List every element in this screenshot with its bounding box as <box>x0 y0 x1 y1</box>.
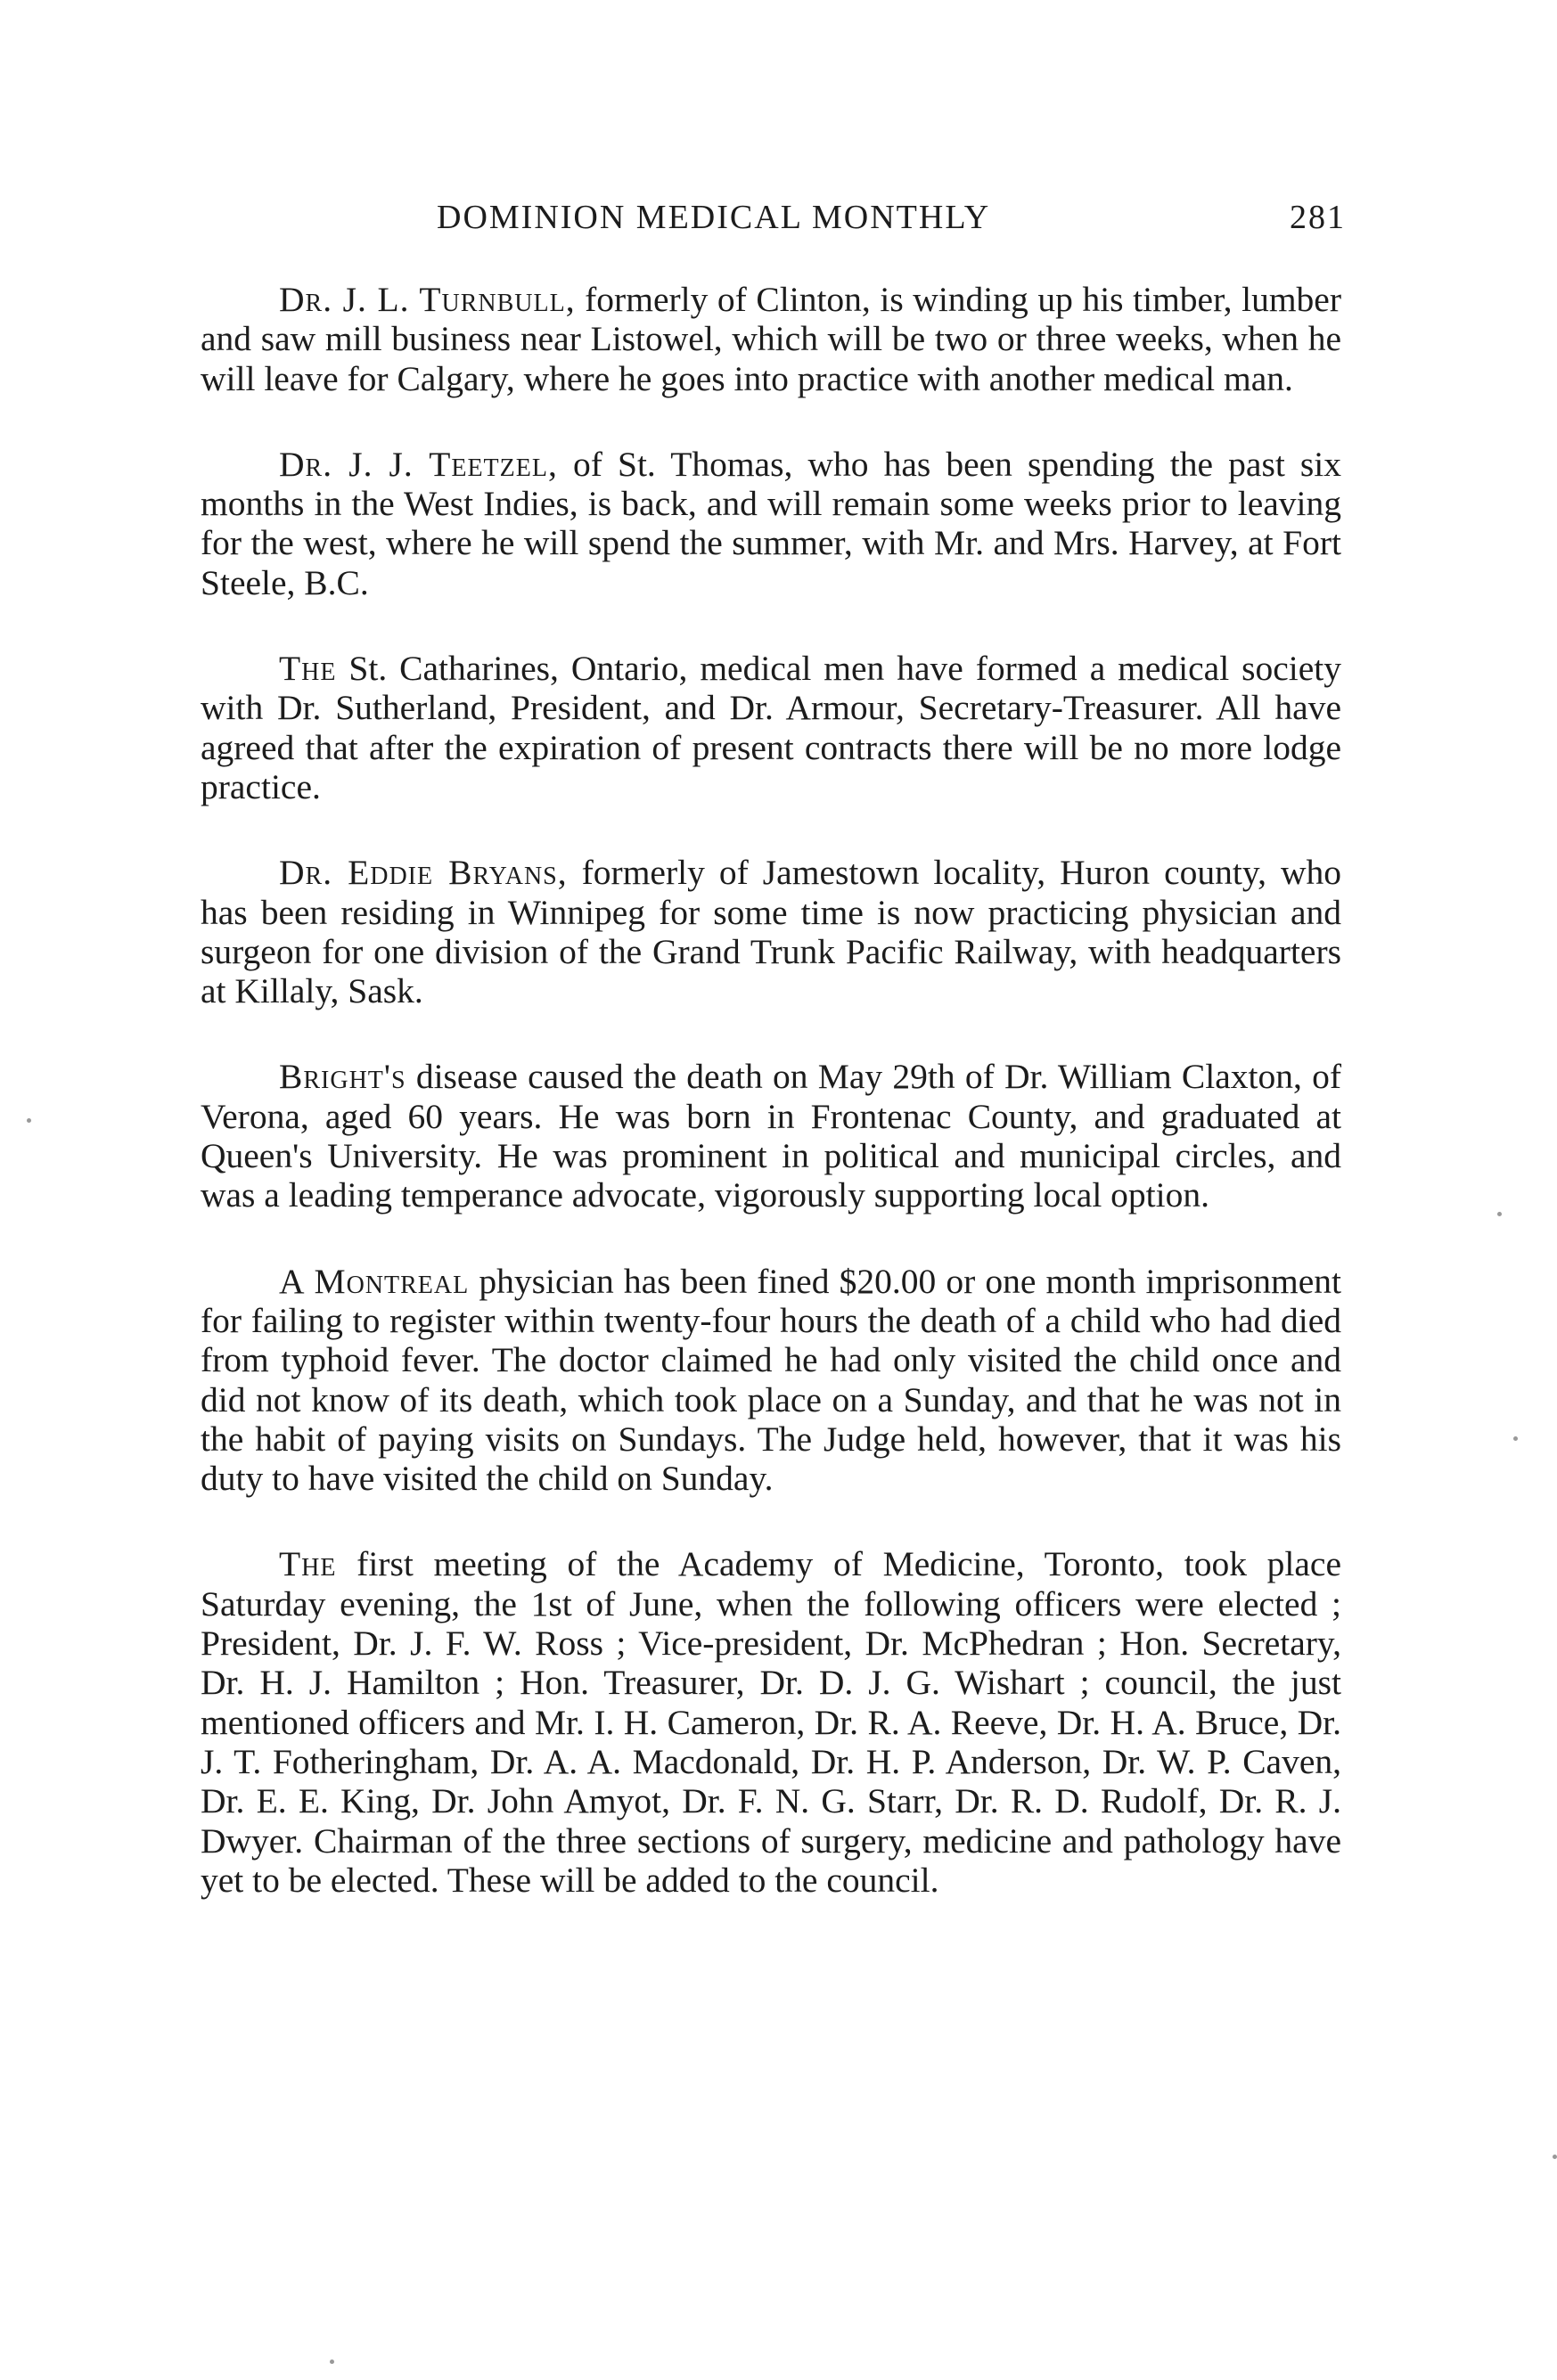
journal-title: DOMINION MEDICAL MONTHLY <box>437 199 991 236</box>
item-lead: Dr. J. J. Teetzel, <box>279 444 558 484</box>
news-item-bryans <box>201 853 1341 1010</box>
item-text: disease caused the death on May 29th of Dr. William Claxton, of Verona, aged 60 years. He was born in Frontenac County, and graduated at Queen's University. He was prominent in political and municipal circles, and was a leading temperance advocate, vigorously supporting local option. <box>201 1057 1341 1215</box>
item-lead: The <box>279 649 337 689</box>
item-text: formerly of Jamestown locality, Huron county, who has been residing in Winnipeg for some time is now practicing physician and surgeon for one division of the Grand Trunk Pacific Railway, with headquarters at Killaly, Sask. <box>201 853 1342 1011</box>
item-lead: Bright's <box>279 1057 406 1097</box>
news-item-montreal <box>201 1262 1341 1499</box>
item-text: first meeting of the Academy of Medicine, Toronto, took place Saturday evening, the 1st of June, when the following officers were elected ; President, Dr. J. F. W. Ross ; Vice-president, Dr. McPhedran ; Hon. Secretary, Dr. H. J. Hamilton ; Hon. Treasurer, Dr. D. J. G. Wishart ; council, the just mentioned officers and Mr. I. H. Cameron, Dr. R. A. Reeve, Dr. H. A. Bruce, Dr. J. T. Fotheringham, Dr. A. A. Macdonald, Dr. H. P. Anderson, Dr. W. P. Caven, Dr. E. E. King, Dr. John Amyot, Dr. F. N. G. Starr, Dr. R. D. Rudolf, Dr. R. J. Dwyer. Chairman of the three sections of surgery, medicine and pathology have yet to be elected. These will be added to the council. <box>201 1544 1341 1900</box>
item-lead: The <box>279 1544 337 1584</box>
running-header <box>437 198 1346 242</box>
item-text: of St. Thomas, who has been spending the past six months in the West Indies, is back, and will remain some weeks prior to leaving for the west, where he will spend the summer, with Mr. and Mrs. Harvey, at Fort Steele, B.C. <box>201 444 1342 602</box>
news-item-claxton <box>201 1057 1341 1215</box>
news-item-turnbull <box>201 280 1341 398</box>
item-lead: A Montreal <box>279 1261 470 1301</box>
item-text: formerly of Clinton, is winding up his timber, lumber and saw mill business near Listowel, which will be two or three weeks, when he will leave for Calgary, where he goes into practice with another medical man. <box>201 280 1341 398</box>
news-item-teetzel <box>201 445 1341 602</box>
item-text: St. Catharines, Ontario, medical men have formed a medical society with Dr. Sutherland, President, and Dr. Armour, Secretary-Treasurer. All have agreed that after the expiration of present contracts there will be no more lodge practice. <box>201 649 1341 806</box>
scan-speck <box>27 1118 31 1123</box>
item-text: physician has been fined $20.00 or one month imprisonment for failing to register within twenty-four hours the death of a child who had died from typhoid fever. The doctor claimed he had only visited the child once and did not know of its death, which took place on a Sunday, and that he was not in the habit of paying visits on Sundays. The Judge held, however, that it was his duty to have visited the child on Sunday. <box>201 1261 1341 1499</box>
news-items <box>201 280 1341 1946</box>
news-item-academy <box>201 1544 1341 1900</box>
item-lead: Dr. Eddie Bryans, <box>279 853 568 893</box>
scan-speck <box>1497 1212 1502 1216</box>
scan-speck <box>1553 2155 1557 2159</box>
scan-speck <box>1513 1436 1518 1441</box>
item-lead: Dr. J. L. Turnbull, <box>279 280 576 319</box>
scan-speck <box>330 2360 334 2364</box>
news-item-st-catharines <box>201 649 1341 806</box>
page-number: 281 <box>1290 199 1346 236</box>
